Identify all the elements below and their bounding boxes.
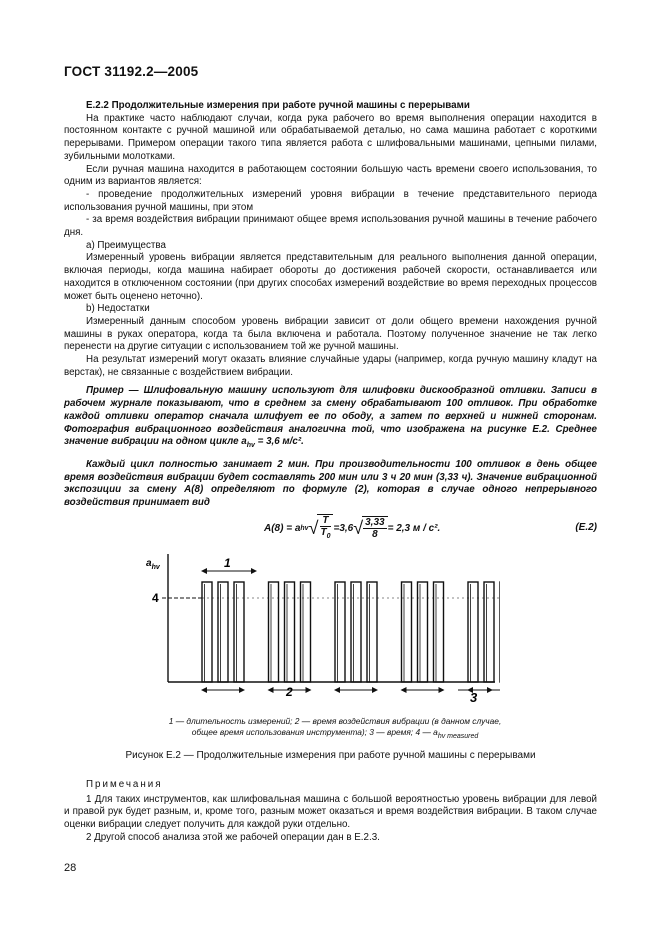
vibration-pulse bbox=[484, 582, 494, 682]
cycle-2 bbox=[269, 582, 311, 690]
legend-line-1: 1 — длительность измерений; 2 — время воздействия вибрации (в данном случае, bbox=[168, 716, 502, 726]
formula-number: (E.2) bbox=[575, 522, 597, 533]
vibration-pulse bbox=[301, 582, 311, 682]
figure-caption: Рисунок E.2 — Продолжительные измерения при работе ручной машины с перерывами bbox=[125, 750, 536, 761]
vibration-pulse bbox=[285, 582, 295, 682]
vibration-pulse bbox=[218, 582, 228, 682]
cycle-3 bbox=[335, 582, 377, 690]
bullet-measurement: - проведение продолжительных измерений уровня вибрации в течение представительного периода использования ручной машины, при этом bbox=[64, 188, 597, 213]
advantages-label: a) Преимущества bbox=[86, 239, 166, 251]
notes-title: Примечания bbox=[86, 779, 163, 790]
formula-expression: A(8) = a hv √ $\frac{T}{T_0}$ =3,6 √ $\frac{3,33}{8}$ = 2,3 м / с². bbox=[264, 515, 441, 540]
legend-line-2: общее время использования инструмента); 3 — время; 4 — $a_{hv measured}$ bbox=[191, 727, 479, 740]
vibration-pulse bbox=[335, 582, 345, 682]
pulse-group bbox=[202, 582, 500, 690]
document-standard-header: ГОСТ 31192.2—2005 bbox=[64, 64, 199, 79]
paragraph-shocks: На результат измерений могут оказать влияние случайные удары (например, когда ручную машину кладут на верстак), не связанные с воздействием вибрации. bbox=[64, 354, 597, 378]
disadvantages-text: Измеренный данным способом уровень вибрации зависит от доли общего времени нахождения ручной машины в руках оператора, когда та была включена и работала. Поэтому полученное значение не так легко перенести на другие ситуации с использованием той же ручной машины. bbox=[64, 315, 597, 353]
note-1: 1 Для таких инструментов, как шлифовальная машина с большой вероятностью уровень вибрации для левой и правой рук будет разным, и, кроме того, разным может оказаться и время воздействия вибрации. В таком случае оценки вибрации следует получить для каждой руки отдельно. bbox=[64, 793, 597, 831]
figure-legend bbox=[150, 716, 520, 742]
marker-1-label: 1 bbox=[224, 556, 231, 570]
marker-3-label: 3 bbox=[470, 690, 478, 705]
vibration-pulse bbox=[351, 582, 361, 682]
section-title: E.2.2 Продолжительные измерения при работе ручной машины с перерывами bbox=[86, 100, 470, 111]
marker-4-label: 4 bbox=[152, 591, 159, 605]
paragraph-intro: На практике часто наблюдают случаи, когда рука рабочего во время выполнения операции находится в постоянном контакте с ручной машиной или обрабатываемой деталью, но сама машина работает с короткими перерывами. Примером операции такого типа является работа с шлифовальными машинами, цепными пилами, зубильными молотками. bbox=[64, 112, 597, 162]
example-cycle-paragraph: Каждый цикл полностью занимает 2 мин. При производительности 100 отливок в день общее время воздействия вибрации будет составлять 200 мин или 3 ч 20 мин (3,33 ч). Значение вибрационной экспозиции за смену A(8) определяют по формуле (2), которая в случае одного непрерывного воздействия принимает вид bbox=[64, 458, 597, 509]
vibration-pulse bbox=[269, 582, 279, 682]
vibration-pulse bbox=[234, 582, 244, 682]
note-2: 2 Другой способ анализа этой же рабочей операции дан в E.2.3. bbox=[86, 831, 380, 843]
marker-2-label: 2 bbox=[286, 685, 293, 699]
vibration-pulse bbox=[468, 582, 478, 682]
vibration-pulse bbox=[202, 582, 212, 682]
vibration-pulse bbox=[418, 582, 428, 682]
advantages-text: Измеренный уровень вибрации является представительным для реального выполнения данной операции, включая периоды, когда машина набирает обороты до достижения рабочей скорости, останавливается или находится в отключенном состоянии (при других способах измерений воздействие во время переходных процессов может быть оценено неточно). bbox=[64, 252, 597, 302]
page-number: 28 bbox=[64, 862, 77, 874]
section-body bbox=[64, 100, 597, 510]
notes-section bbox=[64, 779, 597, 845]
bullet-exposure-time: - за время воздействия вибрации принимают общее время использования ручной машины в течение рабочего дня. bbox=[64, 214, 597, 239]
vibration-pulse bbox=[367, 582, 377, 682]
vibration-timeline-figure bbox=[140, 548, 500, 714]
paragraph-option: Если ручная машина находится в работающем состоянии большую часть времени своего использования, то одним из вариантов является: bbox=[64, 163, 597, 188]
vibration-pulse bbox=[402, 582, 412, 682]
vibration-pulse bbox=[434, 582, 444, 682]
disadvantages-label: b) Недостатки bbox=[86, 303, 150, 315]
example-paragraph: Пример — Шлифовальную машину используют для шлифовки дискообразной отливки. Записи в рабочем журнале показывают, что в среднем за смену обрабатывают 100 отливок. При обработке каждой отливки оператор сначала шлифует ее по ободу, а затем по верхней и нижней сторонам. Фотография вибрационного воздействия аналогична той, что изображена на рисунке E.2. Среднее значение вибрации на одном цикле $a_{hv} = 3,6$ м/с². bbox=[64, 385, 597, 450]
formula-e2 bbox=[64, 512, 597, 546]
y-axis-label: $a_{hv}$ bbox=[146, 558, 160, 571]
